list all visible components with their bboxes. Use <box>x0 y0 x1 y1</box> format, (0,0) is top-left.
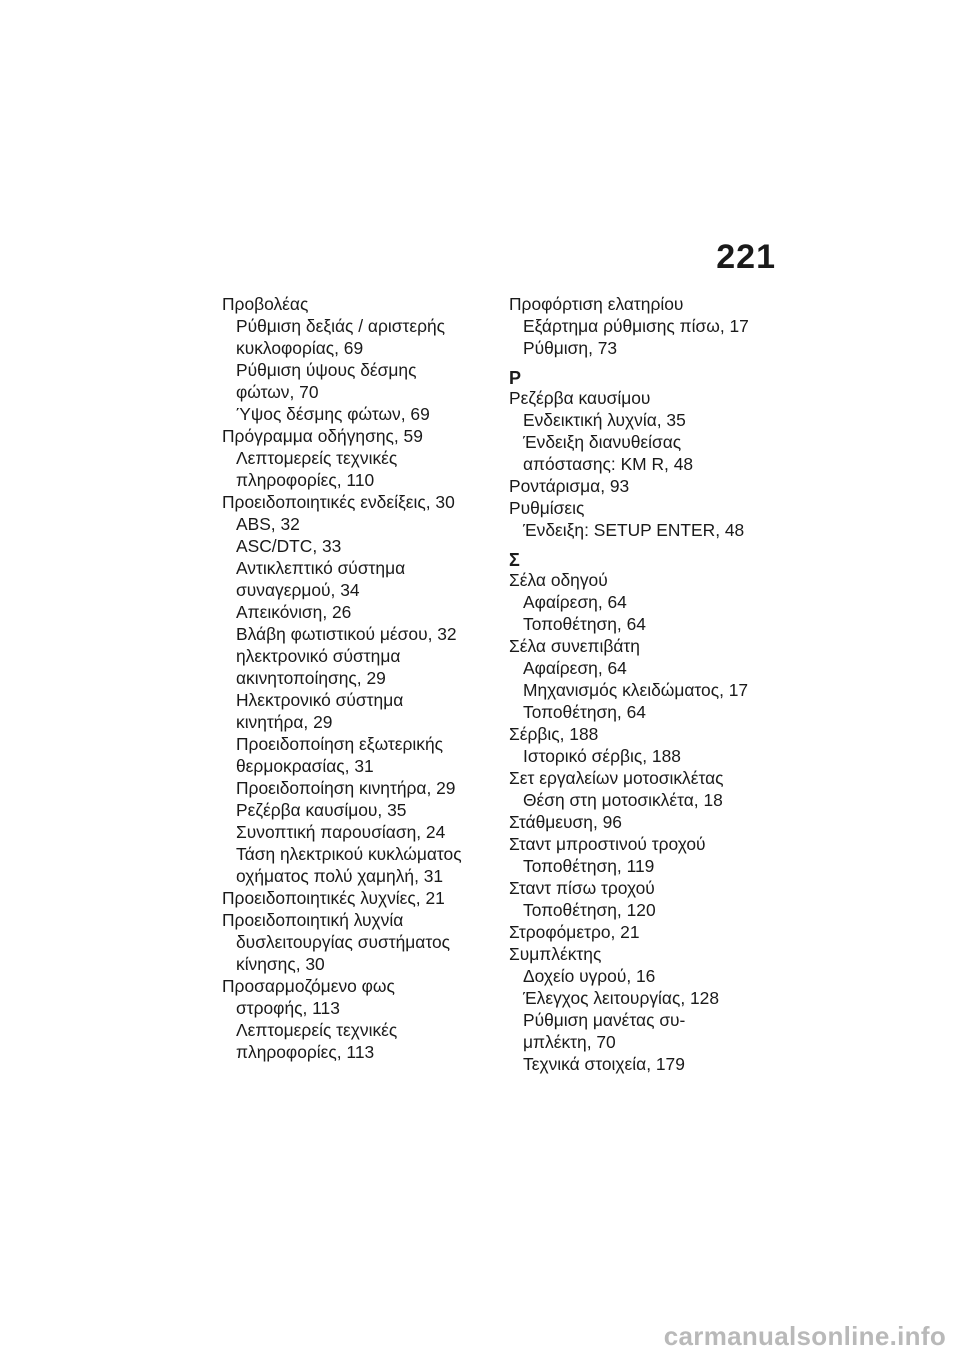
index-subentry: ABS, 32 <box>236 514 300 534</box>
index-subentry: Ρύθμιση δεξιάς / αριστερής <box>236 316 446 336</box>
index-subentry: ASC/DTC, 33 <box>236 536 342 556</box>
index-subentry: συναγερμού, 34 <box>236 580 360 600</box>
index-letter-heading: Ρ <box>509 368 522 388</box>
index-subentry: Τεχνικά στοιχεία, 179 <box>523 1054 685 1074</box>
index-subentry: Προειδοποίηση κινητήρα, 29 <box>236 778 456 798</box>
index-entry: Προειδοποιητικές λυχνίες, 21 <box>222 888 445 908</box>
index-subentry: Ένδειξη: SETUP ENTER, 48 <box>523 520 745 540</box>
index-subentry: Τοποθέτηση, 119 <box>523 856 655 876</box>
index-subentry: Έλεγχος λειτουργίας, 128 <box>523 988 720 1008</box>
index-entry: Σέλα συνεπιβάτη <box>509 636 640 656</box>
index-entry: Προειδοποιητική λυχνία <box>222 910 404 930</box>
index-entry: Σετ εργαλείων μοτοσικλέτας <box>509 768 724 788</box>
index-subentry: Ένδειξη διανυθείσας <box>523 432 682 452</box>
index-subentry: κυκλοφορίας, 69 <box>236 338 364 358</box>
index-subentry: απόστασης: KM R, 48 <box>523 454 694 474</box>
index-subentry: φώτων, 70 <box>236 382 319 402</box>
watermark-text: carmanualsonline.info <box>663 1321 946 1351</box>
index-entry: Ρυθμίσεις <box>509 498 585 518</box>
index-entry: Σέλα οδηγού <box>509 570 608 590</box>
index-entry: Προφόρτιση ελατηρίου <box>509 294 684 314</box>
index-subentry: Δοχείο υγρού, 16 <box>523 966 656 986</box>
index-entry: Ροντάρισμα, 93 <box>509 476 630 496</box>
index-subentry: Βλάβη φωτιστικού μέσου, 32 <box>236 624 457 644</box>
index-subentry: Θέση στη μοτοσικλέτα, 18 <box>523 790 723 810</box>
index-entry: Προσαρμοζόμενο φως <box>222 976 395 996</box>
index-subentry: Λεπτομερείς τεχνικές <box>236 1020 398 1040</box>
index-subentry: Ρύθμιση μανέτας συ- <box>523 1010 686 1030</box>
index-letter-heading: Σ <box>509 550 520 570</box>
index-subentry: Αντικλεπτικό σύστημα <box>236 558 406 578</box>
index-subentry: Λεπτομερείς τεχνικές <box>236 448 398 468</box>
index-subentry: Ύψος δέσμης φώτων, 69 <box>236 404 430 424</box>
index-subentry: Μηχανισμός κλειδώματος, 17 <box>523 680 749 700</box>
index-entry: Στάθμευση, 96 <box>509 812 622 832</box>
index-subentry: Τάση ηλεκτρικού κυκλώματος <box>236 844 462 864</box>
index-subentry: ακινητοποίησης, 29 <box>236 668 386 688</box>
index-entry: Πρόγραμμα οδήγησης, 59 <box>222 426 423 446</box>
index-entry: Σταντ μπροστινού τροχού <box>509 834 706 854</box>
index-column-right <box>509 293 771 1075</box>
index-subentry: μπλέκτη, 70 <box>523 1032 616 1052</box>
index-entry: Ρεζέρβα καυσίμου <box>509 388 651 408</box>
index-subentry: Ενδεικτική λυχνία, 35 <box>523 410 686 430</box>
index-column-left <box>222 293 494 1063</box>
index-subentry: Αφαίρεση, 64 <box>523 592 627 612</box>
index-entry: Προειδοποιητικές ενδείξεις, 30 <box>222 492 455 512</box>
index-subentry: Τοποθέτηση, 64 <box>523 702 646 722</box>
index-entry: Σταντ πίσω τροχού <box>509 878 655 898</box>
index-subentry: Συνοπτική παρουσίαση, 24 <box>236 822 446 842</box>
index-entry: Συμπλέκτης <box>509 944 602 964</box>
index-subentry: Ρύθμιση, 73 <box>523 338 618 358</box>
index-subentry: Αφαίρεση, 64 <box>523 658 627 678</box>
index-subentry: Ρύθμιση ύψους δέσμης <box>236 360 417 380</box>
page-number: 221 <box>716 238 776 276</box>
index-subentry: κίνησης, 30 <box>236 954 325 974</box>
index-subentry: Τοποθέτηση, 120 <box>523 900 656 920</box>
index-subentry: δυσλειτουργίας συστήματος <box>236 932 451 952</box>
index-subentry: Εξάρτημα ρύθμισης πίσω, 17 <box>523 316 749 336</box>
index-subentry: Απεικόνιση, 26 <box>236 602 352 622</box>
index-subentry: Ιστορικό σέρβις, 188 <box>523 746 681 766</box>
index-subentry: θερμοκρασίας, 31 <box>236 756 374 776</box>
index-subentry: Προειδοποίηση εξωτερικής <box>236 734 444 754</box>
index-entry: Σέρβις, 188 <box>509 724 599 744</box>
index-subentry: Τοποθέτηση, 64 <box>523 614 646 634</box>
index-subentry: ηλεκτρονικό σύστημα <box>236 646 401 666</box>
index-subentry: πληροφορίες, 113 <box>236 1042 375 1062</box>
index-entry: Προβολέας <box>222 294 309 314</box>
index-subentry: Ρεζέρβα καυσίμου, 35 <box>236 800 407 820</box>
index-subentry: πληροφορίες, 110 <box>236 470 375 490</box>
index-subentry: στροφής, 113 <box>236 998 340 1018</box>
index-subentry: Ηλεκτρονικό σύστημα <box>236 690 404 710</box>
index-subentry: οχήματος πολύ χαμηλή, 31 <box>236 866 444 886</box>
index-subentry: κινητήρα, 29 <box>236 712 333 732</box>
index-entry: Στροφόμετρο, 21 <box>509 922 640 942</box>
